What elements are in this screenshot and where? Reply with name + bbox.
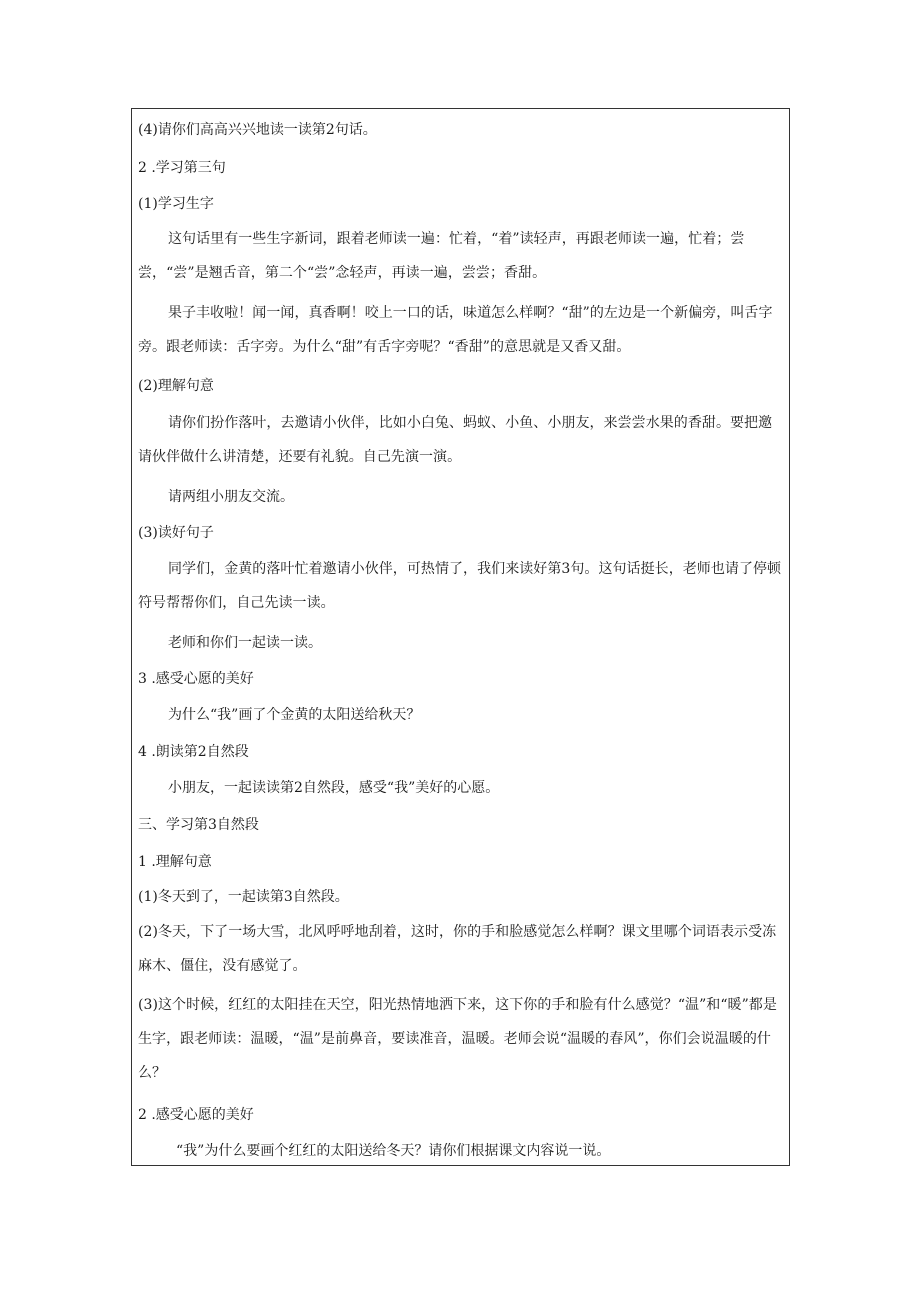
heading-feel-wish-2: 2 .感受心愿的美好 <box>138 1107 254 1123</box>
step-winter-arrives: (1)冬天到了，一起读第3自然段。 <box>138 889 349 905</box>
paragraph-red-sun-question: “我”为什么要画个红红的太阳送给冬天？请你们根据课文内容说一说。 <box>176 1143 611 1159</box>
heading-feel-wish-1: 3 .感受心愿的美好 <box>138 671 254 687</box>
paragraph-golden-sun-question: 为什么“我”画了个金黄的太阳送给秋天？ <box>168 707 421 723</box>
step-snow-and-wind: (2)冬天，下了一场大雪，北风呼呼地刮着，这时，你的手和脸感觉怎么样啊？课文里哪个词语表示受冻麻木、僵住，没有感觉了。 <box>138 924 777 974</box>
heading-understand-meaning-2: 1 .理解句意 <box>138 854 212 870</box>
paragraph-group-exchange: 请两组小朋友交流。 <box>168 489 294 505</box>
heading-read-paragraph-2: 4 .朗读第2自然段 <box>138 744 249 760</box>
subheading-understand-meaning: (2)理解句意 <box>138 378 214 394</box>
step-warm-sun: (3)这个时候，红红的太阳挂在天空，阳光热情地洒下来，这下你的手和脸有什么感觉？“温”和“暖”都是生字，跟老师读：温暖，“温”是前鼻音，要读准音，温暖。老师会说“温暖的春风”，你们会说温暖的什么？ <box>138 997 777 1081</box>
section-heading-paragraph-3: 三、学习第3自然段 <box>138 817 259 833</box>
step-read-sentence-2: (4)请你们高高兴兴地读一读第2句话。 <box>138 122 377 138</box>
subheading-read-sentence: (3)读好句子 <box>138 525 214 541</box>
paragraph-read-together: 老师和你们一起读一读。 <box>168 635 322 651</box>
heading-learn-sentence-3: 2 .学习第三句 <box>138 160 226 176</box>
paragraph-read-sentence-3: 同学们，金黄的落叶忙着邀请小伙伴，可热情了，我们来读好第3句。这句话挺长，老师也请了停顿符号帮帮你们，自己先读一读。 <box>138 561 782 611</box>
paragraph-role-play: 请你们扮作落叶，去邀请小伙伴，比如小白兔、蚂蚁、小鱼、小朋友，来尝尝水果的香甜。要把邀请伙伴做什么讲清楚，还要有礼貌。自己先演一演。 <box>138 415 773 465</box>
paragraph-read-paragraph-2: 小朋友，一起读读第2自然段，感受“我”美好的心愿。 <box>168 780 500 796</box>
paragraph-new-words: 这句话里有一些生字新词，跟着老师读一遍：忙着，“着”读轻声，再跟老师读一遍，忙着；尝尝，“尝”是翘舌音，第二个“尝”念轻声，再读一遍，尝尝；香甜。 <box>138 231 745 281</box>
paragraph-tian-radical: 果子丰收啦！闻一闻，真香啊！咬上一口的话，味道怎么样啊？“甜”的左边是一个新偏旁，叫舌字旁。跟老师读：舌字旁。为什么“甜”有舌字旁呢？“香甜”的意思就是又香又甜。 <box>138 305 773 355</box>
subheading-learn-characters: (1)学习生字 <box>138 196 214 212</box>
